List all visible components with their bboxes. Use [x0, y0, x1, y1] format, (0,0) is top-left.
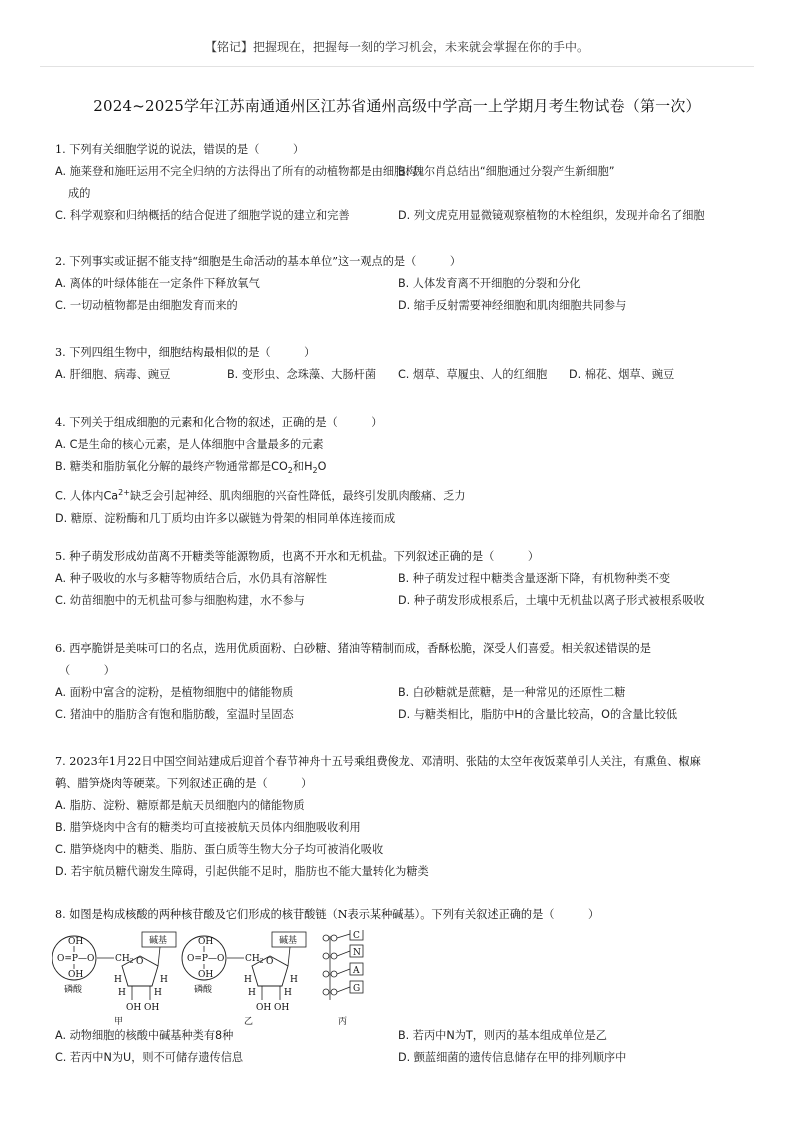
- question-5: [55, 546, 745, 612]
- jia-h4: H: [154, 988, 162, 998]
- option-6b[interactable]: B. 白砂糖就是蔗糖，是一种常见的还原性二糖: [398, 686, 626, 699]
- option-8b[interactable]: B. 若丙中N为T，则丙的基本组成单位是乙: [398, 1029, 607, 1042]
- question-1-stem: 1. 下列有关细胞学说的说法，错误的是（ ）: [55, 143, 305, 156]
- option-2a[interactable]: A. 离体的叶绿体能在一定条件下释放氧气: [55, 277, 260, 290]
- question-5-stem: 5. 种子萌发形成幼苗离不开糖类等能源物质，也离不开水和无机盐。下列叙述正确的是（ ）: [55, 550, 540, 563]
- yi-h4: H: [284, 988, 292, 998]
- option-5b[interactable]: B. 种子萌发过程中糖类含量逐渐下降，有机物种类不变: [398, 572, 671, 585]
- question-8-stem: 8. 如图是构成核酸的两种核苷酸及它们形成的核苷酸链（N表示某种碱基）。下列有关叙述正确的是（ ）: [55, 908, 600, 921]
- option-4c[interactable]: C. 人体内$Ca^{2+}$缺乏会引起神经、肌肉细胞的兴奋性降低，最终引发肌肉酸痛、乏力: [55, 488, 466, 503]
- option-7b[interactable]: B. 腊笋烧肉中含有的糖类均可直接被航天员体内细胞吸收利用: [55, 821, 361, 834]
- yi-oh-top: OH: [198, 937, 214, 947]
- option-3b[interactable]: B. 变形虫、念珠藻、大肠杆菌: [227, 368, 377, 381]
- jia-base: 碱基: [149, 936, 168, 946]
- option-3c[interactable]: C. 烟草、草履虫、人的红细胞: [398, 368, 548, 381]
- question-7: [55, 751, 745, 883]
- option-4b[interactable]: B. 糖类和脂肪氧化分解的最终产物通常都是$CO_2$和$H_2O$: [55, 460, 327, 476]
- question-6-stem: 6. 西亭脆饼是美味可口的名点，选用优质面粉、白砂糖、猪油等精制而成，香酥松脆，深受人们喜爱。相关叙述错误的是: [55, 642, 651, 655]
- jia-ring-o: O: [136, 957, 144, 967]
- option-7c[interactable]: C. 腊笋烧肉中的糖类、脂肪、蛋白质等生物大分子均可被消化吸收: [55, 843, 384, 856]
- yi-oh-bottom: OH: [198, 970, 214, 980]
- nucleotide-yi: [182, 932, 306, 1026]
- label-jia: 甲: [114, 1017, 124, 1026]
- yi-ch2: $CH_2$: [245, 954, 264, 965]
- yi-h2: H: [290, 975, 298, 985]
- question-4: [55, 412, 745, 530]
- option-8a[interactable]: A. 动物细胞的核酸中碱基种类有8种: [55, 1029, 234, 1042]
- chain-base-2: N: [353, 948, 361, 958]
- yi-oh-1: OH: [256, 1003, 272, 1013]
- jia-opo: O=P—O: [57, 954, 95, 964]
- yi-oh-2: OH: [274, 1003, 290, 1013]
- jia-oh-2: OH: [144, 1003, 160, 1013]
- option-5a[interactable]: A. 种子吸收的水与多糖等物质结合后，水仍具有溶解性: [55, 572, 327, 585]
- option-7a[interactable]: A. 脂肪、淀粉、糖原都是航天员细胞内的储能物质: [55, 799, 305, 812]
- option-2b[interactable]: B. 人体发育离不开细胞的分裂和分化: [398, 277, 581, 290]
- jia-h2: H: [160, 975, 168, 985]
- question-8-options: [55, 1025, 745, 1069]
- question-6-stem-cont: （ ）: [59, 664, 115, 677]
- option-6c[interactable]: C. 猪油中的脂肪含有饱和脂肪酸，室温时呈固态: [55, 708, 294, 721]
- yi-ring-o: O: [266, 957, 274, 967]
- question-7-stem-cont: 鹌、腊笋烧肉等硬菜。下列叙述正确的是（ ）: [55, 777, 313, 790]
- jia-oh-bottom: OH: [68, 970, 84, 980]
- header-divider: [40, 66, 754, 67]
- option-1d[interactable]: D. 列文虎克用显微镜观察植物的木栓组织，发现并命名了细胞: [398, 209, 705, 222]
- option-1a-cont: 成的: [68, 187, 91, 200]
- question-8: [55, 904, 745, 926]
- option-7d[interactable]: D. 若宇航员糖代谢发生障碍，引起供能不足时，脂肪也不能大量转化为糖类: [55, 865, 429, 878]
- option-2d[interactable]: D. 缩手反射需要神经细胞和肌肉细胞共同参与: [398, 299, 627, 312]
- option-8d[interactable]: D. 颤蓝细菌的遗传信息储存在甲的排列顺序中: [398, 1051, 627, 1064]
- option-6a[interactable]: A. 面粉中富含的淀粉，是植物细胞中的储能物质: [55, 686, 294, 699]
- yi-h1: H: [244, 975, 252, 985]
- yi-opo: O=P—O: [187, 954, 225, 964]
- chain-base-1: C: [353, 931, 360, 941]
- option-4a[interactable]: A. C是生命的核心元素，是人体细胞中含量最多的元素: [55, 438, 324, 451]
- question-1: [55, 139, 745, 227]
- chain-base-3: A: [353, 966, 360, 976]
- jia-oh-1: OH: [126, 1003, 142, 1013]
- option-2c[interactable]: C. 一切动植物都是由细胞发育而来的: [55, 299, 238, 312]
- chain-base-4: G: [353, 984, 361, 994]
- label-bing: 丙: [338, 1017, 348, 1026]
- page-title: 2024~2025学年江苏南通通州区江苏省通州高级中学高一上学期月考生物试卷（第一次）: [93, 97, 701, 115]
- question-3-stem: 3. 下列四组生物中，细胞结构最相似的是（ ）: [55, 346, 316, 359]
- nucleotide-figure: [52, 930, 382, 1026]
- jia-phosphate: 磷酸: [64, 985, 83, 995]
- nucleotide-jia: [52, 932, 176, 1026]
- jia-ch2: $CH_2$: [115, 954, 134, 965]
- option-4d[interactable]: D. 糖原、淀粉酶和几丁质均由许多以碳链为骨架的相同单体连接而成: [55, 511, 396, 525]
- option-5c[interactable]: C. 幼苗细胞中的无机盐可参与细胞构建，水不参与: [55, 594, 305, 607]
- option-8c[interactable]: C. 若丙中N为U，则不可储存遗传信息: [55, 1051, 244, 1064]
- question-2-stem: 2. 下列事实或证据不能支持“细胞是生命活动的基本单位”这一观点的是（ ）: [55, 255, 462, 268]
- yi-phosphate: 磷酸: [194, 985, 213, 995]
- header-motto: 【铭记】把握现在，把握每一刻的学习机会，未来就会掌握在你的手中。: [204, 40, 589, 54]
- question-2: [55, 251, 745, 317]
- jia-h1: H: [114, 975, 122, 985]
- option-3d[interactable]: D. 棉花、烟草、豌豆: [569, 368, 675, 381]
- jia-oh-top: OH: [68, 937, 84, 947]
- label-yi: 乙: [244, 1017, 254, 1026]
- option-1a[interactable]: A. 施莱登和施旺运用不完全归纳的方法得出了所有的动植物都是由细胞构: [55, 165, 417, 178]
- option-5d[interactable]: D. 种子萌发形成根系后，土壤中无机盐以离子形式被根系吸收: [398, 594, 705, 607]
- question-3: [55, 342, 745, 386]
- option-6d[interactable]: D. 与糖类相比，脂肪中H的含量比较高，O的含量比较低: [398, 708, 678, 721]
- option-1c[interactable]: C. 科学观察和归纳概括的结合促进了细胞学说的建立和完善: [55, 209, 350, 222]
- nucleotide-chain-bing: [323, 930, 363, 1026]
- question-7-stem: 7. 2023年1月22日中国空间站建成后迎首个春节神舟十五号乘组费俊龙、邓清明、张陆的太空年夜饭菜单引人关注，有熏鱼、椒麻: [55, 755, 701, 768]
- option-1b[interactable]: B. 魏尔肖总结出“细胞通过分裂产生新细胞”: [398, 165, 615, 178]
- yi-base: 碱基: [279, 936, 298, 946]
- yi-h3: H: [248, 988, 256, 998]
- question-6: [55, 638, 745, 726]
- question-4-stem: 4. 下列关于组成细胞的元素和化合物的叙述，正确的是（ ）: [55, 416, 383, 429]
- option-3a[interactable]: A. 肝细胞、病毒、豌豆: [55, 368, 171, 381]
- jia-h3: H: [118, 988, 126, 998]
